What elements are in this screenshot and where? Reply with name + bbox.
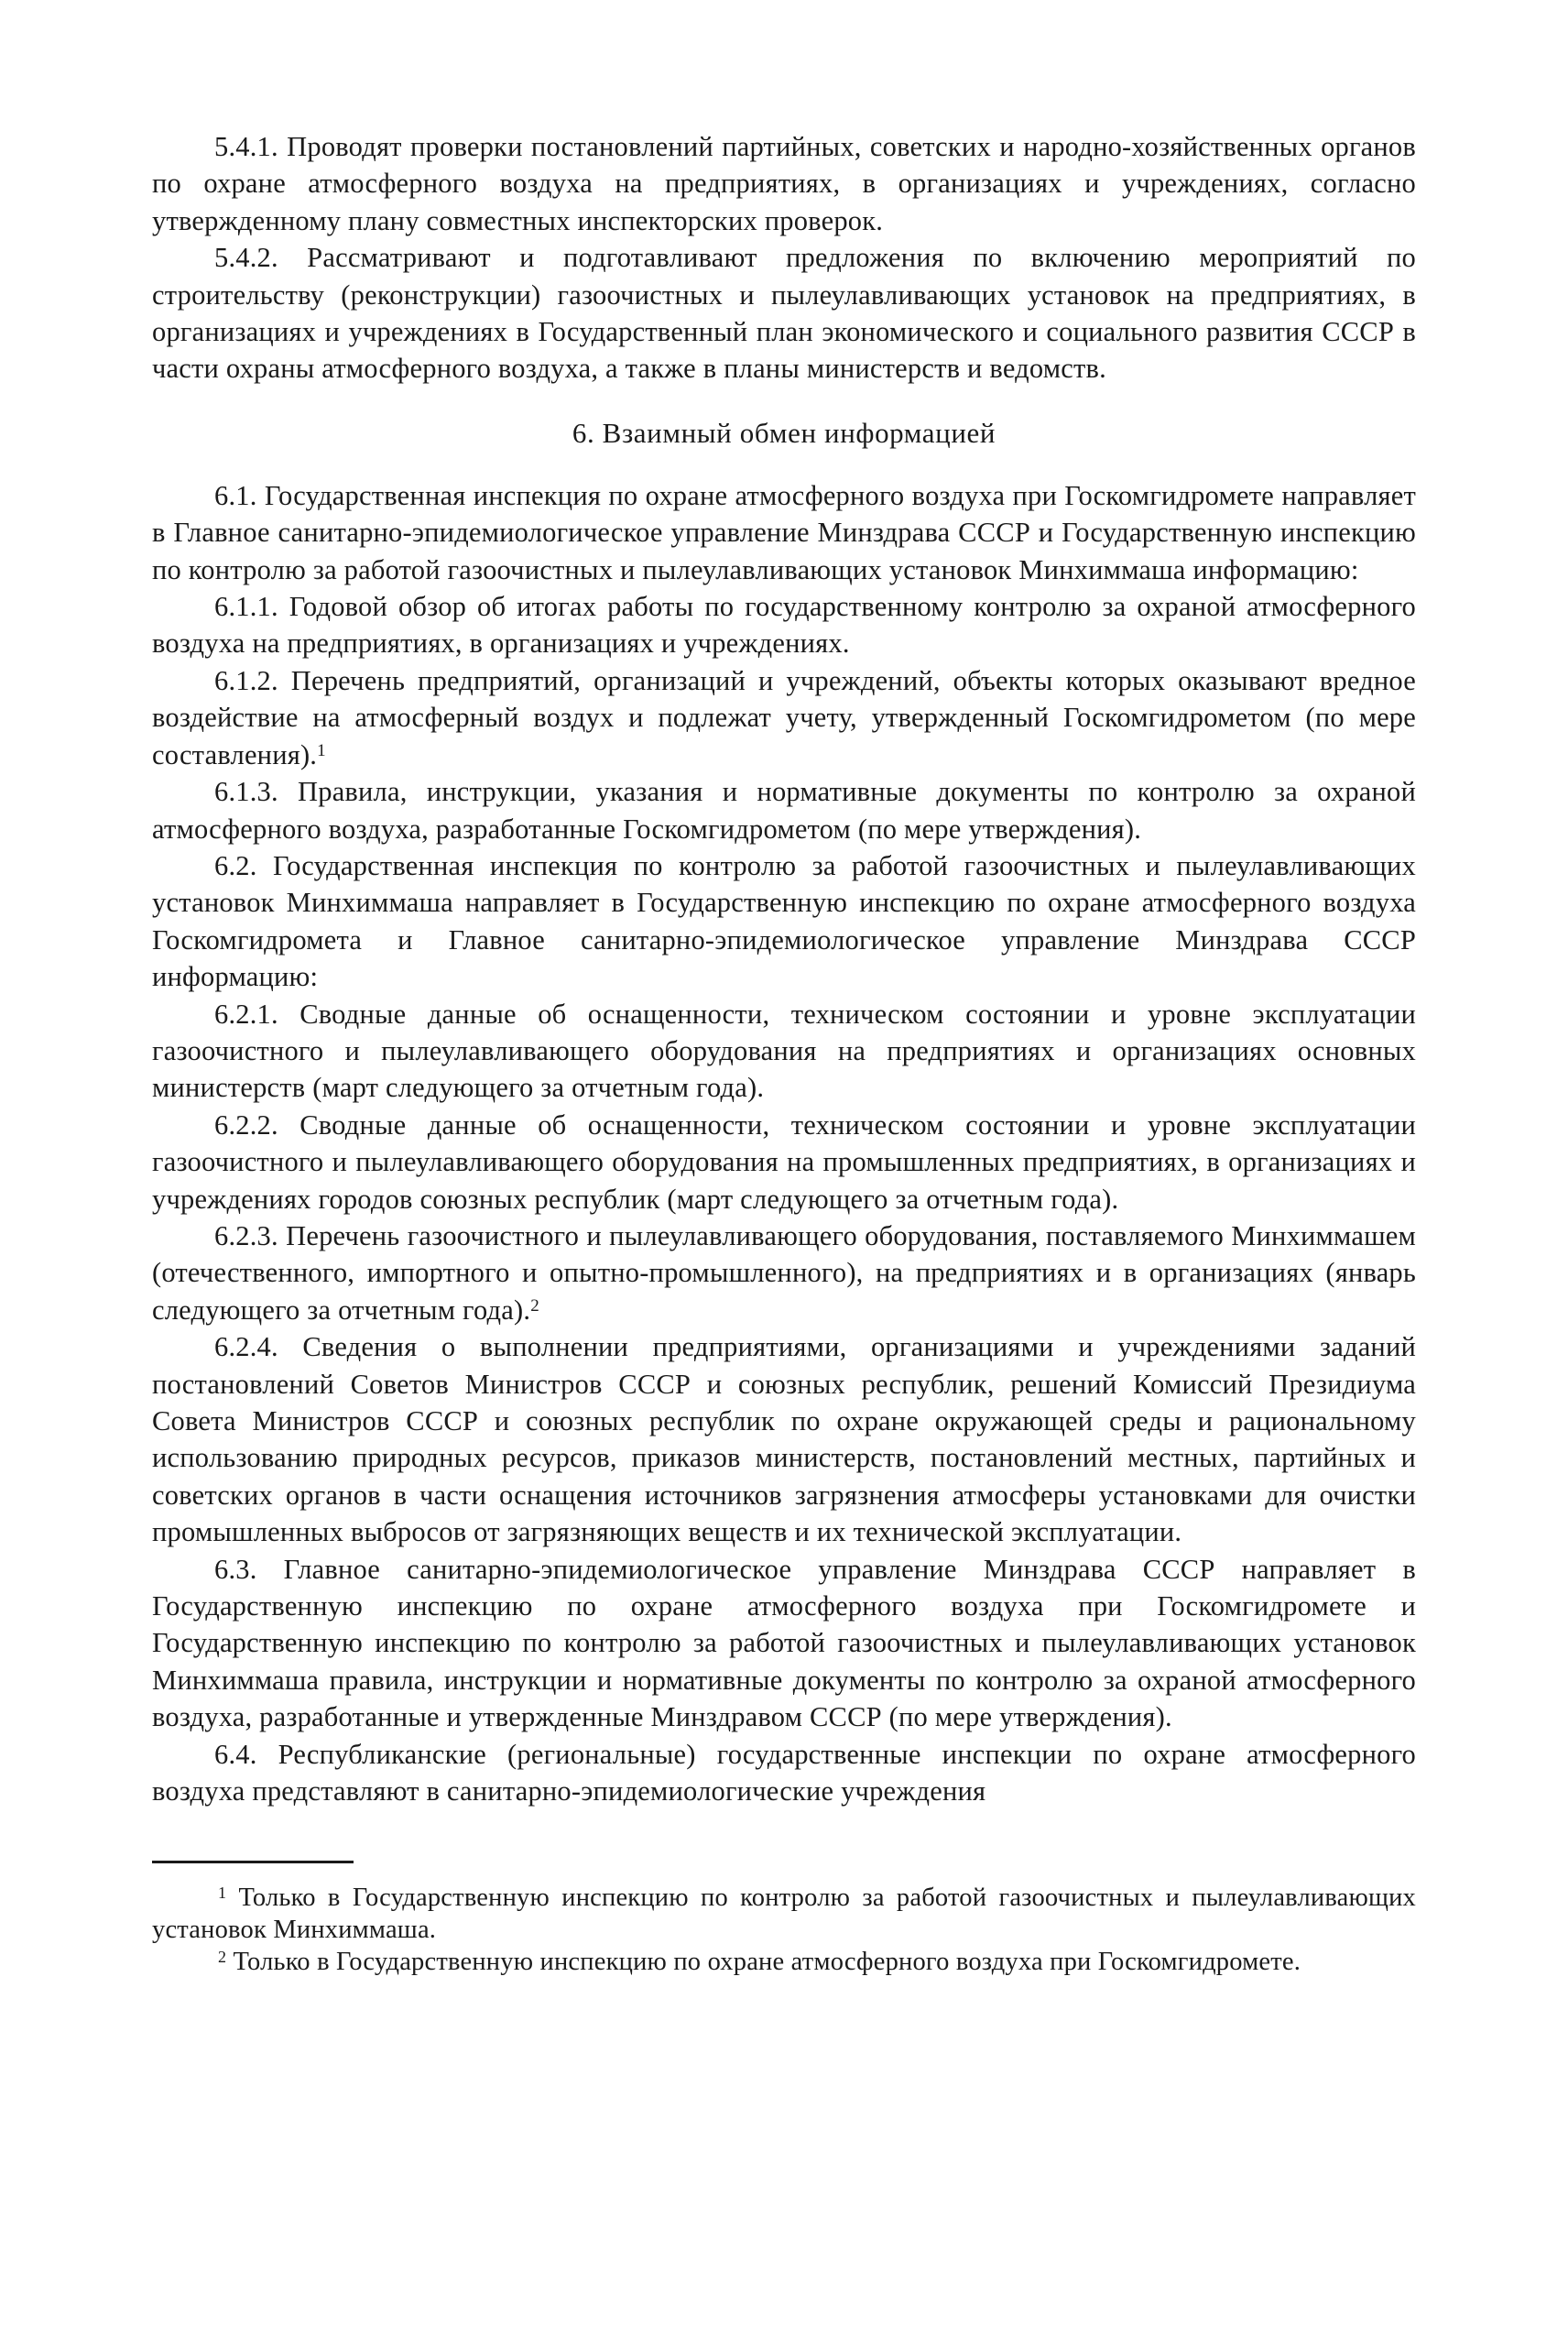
footnote-2 [152, 1946, 1416, 1978]
section-6-heading: 6. Взаимный обмен информацией [572, 416, 996, 449]
document-page [152, 128, 1416, 1978]
footnote-ref-2: 2 [530, 1295, 539, 1316]
paragraph-6-2-2: 6.2.2. Сводные данные об оснащенности, техническом состоянии и уровне эксплуатации газоочистного и пылеулавливающего оборудования на промышленных предприятиях, в организациях и учреждениях городов союзных республик (март следующего за отчетным года). [152, 1108, 1416, 1215]
paragraph-5-4-1: 5.4.1. Проводят проверки постановлений партийных, советских и народно-хозяйственных органов по охране атмосферного воздуха на предприятиях, в организациях и учреждениях, согласно утвержденному плану совместных инспекторских проверок. [152, 131, 1416, 236]
paragraph-6-2-1: 6.2.1. Сводные данные об оснащенности, техническом состоянии и уровне эксплуатации газоочистного и пылеулавливающего оборудования на предприятиях и организациях основных министерств (март следующего за отчетным года). [152, 998, 1416, 1104]
paragraph-6-1-1: 6.1.1. Годовой обзор об итогах работы по государственному контролю за охраной атмосферного воздуха на предприятиях, в организациях и учреждениях. [152, 591, 1416, 660]
paragraph-6-2: 6.2. Государственная инспекция по контролю за работой газоочистных и пылеулавливающих установок Минхиммаша направляет в Государственную инспекцию по охране атмосферного воздуха Госкомгидромета и Главное санитарно-эпидемиологическое управление Минздрава СССР информацию: [152, 849, 1416, 993]
paragraph-6-1-2-text: 6.1.2. Перечень предприятий, организаций и учреждений, объекты которых оказывают вредное воздействие на атмосферный воздух и подлежат учету, утвержденный Госкомгидрометом (по мере составления). [152, 664, 1416, 770]
paragraph-6-4: 6.4. Республиканские (региональные) государственные инспекции по охране атмосферного воздуха представляют в санитарно-эпидемиологические учреждения [152, 1738, 1416, 1807]
paragraph-6-2-4: 6.2.4. Сведения о выполнении предприятиями, организациями и учреждениями заданий постановлений Советов Министров СССР и союзных республик, решений Комиссий Президиума Совета Министров СССР и союзных республик по охране окружающей среды и рациональному использованию природных ресурсов, приказов министерств, постановлений местных, партийных и советских органов в части оснащения источников загрязнения атмосферы установками для очистки промышленных выбросов от загрязняющих веществ и их технической эксплуатации. [152, 1331, 1416, 1548]
paragraph-6-2-3 [152, 1218, 1416, 1328]
paragraph-6-1: 6.1. Государственная инспекция по охране атмосферного воздуха при Госкомгидромете направляет в Главное санитарно-эпидемиологическое управление Минздрава СССР и Государственную инспекцию по контролю за работой газоочистных и пылеулавливающих установок Минхиммаша информацию: [152, 479, 1416, 585]
paragraph-6-3: 6.3. Главное санитарно-эпидемиологическое управление Минздрава СССР направляет в Государственную инспекцию по охране атмосферного воздуха при Госкомгидромете и Государственную инспекцию по контролю за работой газоочистных и пылеулавливающих установок Минхиммаша правила, инструкции и нормативные документы по контролю за охраной атмосферного воздуха, разработанные и утвержденные Минздравом СССР (по мере утверждения). [152, 1553, 1416, 1733]
footnote-ref-1: 1 [317, 740, 326, 760]
footnote-1-text: Только в Государственную инспекцию по контролю за работой газоочистных и пылеулавливающих установок Минхиммаша. [152, 1884, 1416, 1945]
footnote-1 [152, 1882, 1416, 1946]
footnote-divider [152, 1861, 354, 1863]
footnote-2-mark: 2 [218, 1948, 227, 1967]
footnote-1-mark: 1 [218, 1884, 227, 1903]
paragraph-6-1-2 [152, 662, 1416, 773]
footnote-2-text: Только в Государственную инспекцию по охране атмосферного воздуха при Госкомгидромете. [233, 1948, 1301, 1977]
paragraph-5-4-2: 5.4.2. Рассматривают и подготавливают предложения по включению мероприятий по строительству (реконструкции) газоочистных и пылеулавливающих установок на предприятиях, в организациях и учреждениях в Государственный план экономического и социального развития СССР в части охраны атмосферного воздуха, а также в планы министерств и ведомств. [152, 242, 1416, 385]
paragraph-6-2-3-text: 6.2.3. Перечень газоочистного и пылеулавливающего оборудования, поставляемого Минхиммашем (отечественного, импортного и опытно-промышленного), на предприятиях и в организациях (январь следующего за отчетным года). [152, 1219, 1416, 1326]
paragraph-6-1-3: 6.1.3. Правила, инструкции, указания и нормативные документы по контролю за охраной атмосферного воздуха, разработанные Госкомгидрометом (по мере утверждения). [152, 776, 1416, 845]
